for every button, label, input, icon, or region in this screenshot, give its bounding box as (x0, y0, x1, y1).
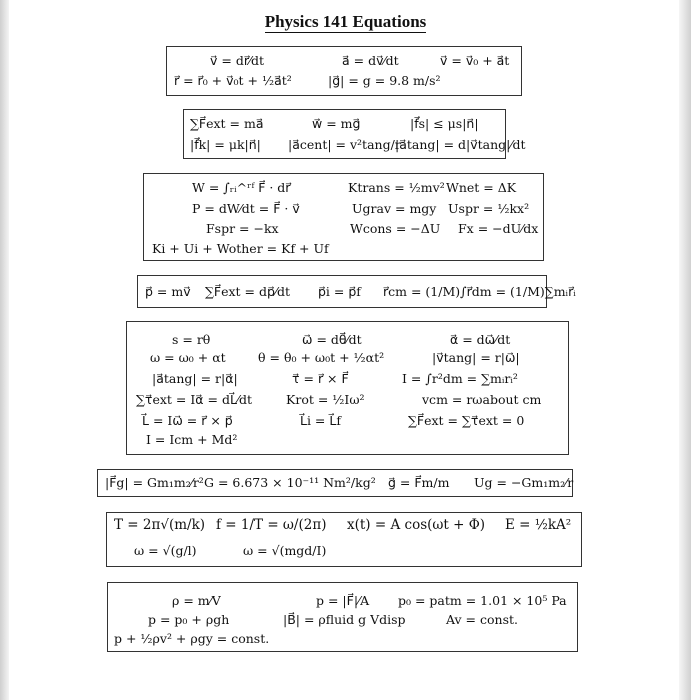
arc-length: s = rθ (172, 332, 211, 347)
acceleration-definition: a⃗ = dv⃗⁄dt (342, 53, 399, 68)
atmospheric-pressure: p₀ = patm = 1.01 × 10⁵ Pa (398, 593, 567, 608)
angular-velocity-kinematics: ω = ω₀ + αt (150, 350, 226, 365)
density-definition: ρ = m⁄V (172, 593, 221, 608)
gravitational-force: |F⃗g| = Gm₁m₂⁄r² (105, 475, 204, 490)
angular-velocity-definition: ω⃗ = dθ⃗⁄dt (302, 332, 362, 347)
centripetal-acceleration: |a⃗cent| = v²tang/r (288, 137, 401, 152)
velocity-definition: v⃗ = dr⃗⁄dt (210, 53, 265, 68)
force-momentum-rate: ∑F⃗ext = dp⃗⁄dt (205, 284, 291, 299)
rotational-kinetic-energy: Krot = ½Iω² (286, 392, 365, 407)
simple-pendulum-frequency: ω = √(g/l) (134, 543, 197, 558)
momentum-conservation: p⃗i = p⃗f (318, 284, 361, 299)
oscillator-position: x(t) = A cos(ωt + Φ) (347, 517, 486, 533)
conservative-work: Wcons = −ΔU (350, 221, 441, 236)
gravitational-potential-energy: Ugrav = mgy (352, 201, 437, 216)
tangential-velocity: |v⃗tang| = r|ω⃗| (432, 350, 520, 365)
work-energy-theorem: Wnet = ΔK (446, 180, 517, 195)
gravitational-field: g⃗ = F⃗m/m (388, 475, 450, 490)
constant-acceleration-velocity: v⃗ = v⃗₀ + a⃗t (440, 53, 510, 68)
page-shadow-left (0, 0, 9, 700)
center-of-mass: r⃗cm = (1/M)∫r⃗dm = (1/M)∑mᵢr⃗ᵢ (383, 284, 576, 299)
tangential-acceleration: |a⃗tang| = d|v⃗tang|⁄dt (395, 137, 526, 152)
center-of-mass-velocity: vcm = rωabout cm (422, 392, 542, 407)
angular-position-kinematics: θ = θ₀ + ω₀t + ½αt² (258, 350, 385, 365)
tangential-acceleration-rotation: |a⃗tang| = r|α⃗| (152, 371, 238, 386)
static-friction: |f⃗s| ≤ μs|n⃗| (410, 116, 479, 131)
gravitational-potential: Ug = −Gm₁m₂⁄r (474, 475, 574, 490)
energy-conservation: Ki + Ui + Wother = Kf + Uf (152, 241, 329, 256)
page-title: Physics 141 Equations (264, 12, 427, 31)
net-torque: ∑τ⃗ext = Iα⃗ = dL⃗⁄dt (136, 392, 253, 407)
position-kinematics: r⃗ = r⃗₀ + v⃗₀t + ½a⃗t² (174, 73, 292, 88)
angular-momentum: L⃗ = Iω⃗ = r⃗ × p⃗ (142, 413, 233, 428)
gravity-magnitude: |g⃗| = g = 9.8 m/s² (328, 73, 441, 88)
moment-of-inertia: I = ∫r²dm = ∑mᵢrᵢ² (402, 371, 518, 386)
oscillator-energy: E = ½kA² (505, 517, 572, 533)
spring-potential-energy: Uspr = ½kx² (448, 201, 530, 216)
buoyant-force: |B⃗| = ρfluid g Vdisp (283, 612, 406, 627)
hydrostatic-pressure: p = p₀ + ρgh (148, 612, 230, 627)
torque-definition: τ⃗ = r⃗ × F⃗ (292, 371, 349, 386)
angular-acceleration-definition: α⃗ = dω⃗⁄dt (450, 332, 511, 347)
continuity-equation: Av = const. (446, 612, 518, 627)
bernoulli-equation: p + ½ρv² + ρgy = const. (114, 631, 270, 646)
kinetic-friction: |f⃗k| = μk|n⃗| (190, 137, 261, 152)
force-from-potential: Fx = −dU⁄dx (458, 221, 539, 236)
work-integral: W = ∫ᵣᵢ^ʳᶠ F⃗ · dr⃗ (192, 180, 291, 195)
spring-period: T = 2π√(m/k) (114, 517, 206, 533)
pressure-definition: p = |F⃗|⁄A (316, 593, 370, 608)
page-shadow-right (679, 0, 691, 700)
momentum-definition: p⃗ = mv⃗ (145, 284, 191, 299)
newtons-second-law: ∑F⃗ext = ma⃗ (190, 116, 264, 131)
parallel-axis-theorem: I = Icm + Md² (146, 432, 238, 447)
spring-force: Fspr = −kx (206, 221, 279, 236)
angular-momentum-conservation: L⃗i = L⃗f (300, 413, 341, 428)
physical-pendulum-frequency: ω = √(mgd/I) (243, 543, 327, 558)
equilibrium-condition: ∑F⃗ext = ∑τ⃗ext = 0 (408, 413, 525, 428)
gravitational-constant: G = 6.673 × 10⁻¹¹ Nm²/kg² (204, 475, 376, 490)
power-equation: P = dW⁄dt = F⃗ · v⃗ (192, 201, 300, 216)
frequency-relation: f = 1/T = ω/(2π) (216, 517, 327, 533)
translational-kinetic-energy: Ktrans = ½mv² (348, 180, 445, 195)
weight-equation: w⃗ = mg⃗ (312, 116, 361, 131)
